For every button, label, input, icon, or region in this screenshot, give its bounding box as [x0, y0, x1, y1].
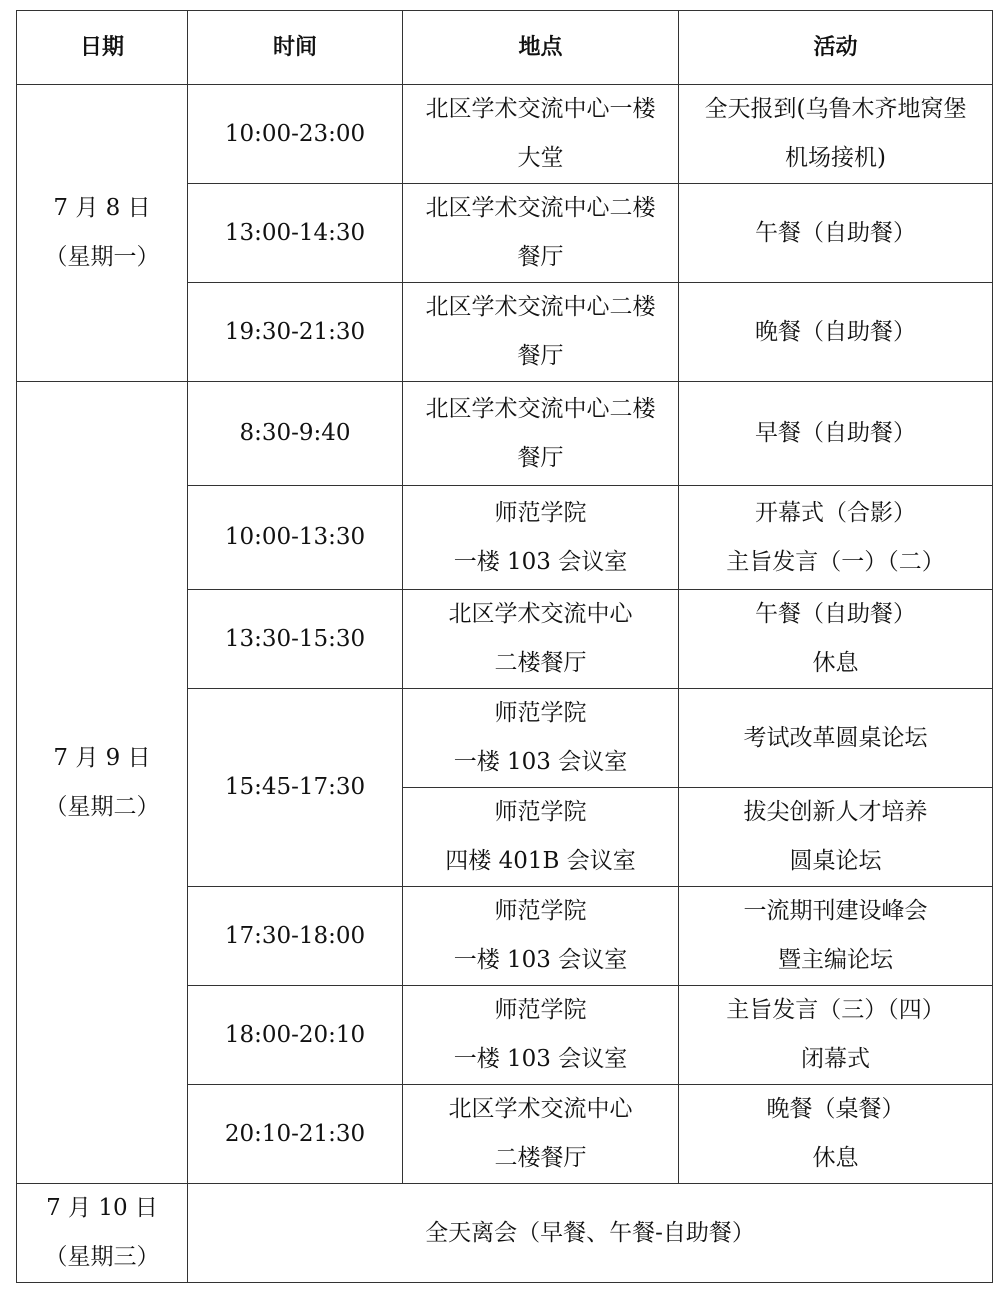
date-text: 7 月 9 日	[53, 744, 151, 771]
place-cell	[403, 486, 679, 590]
place-cell	[403, 1085, 679, 1184]
activity-cell	[679, 382, 993, 486]
place-line: 大堂	[517, 145, 564, 171]
place-line: 北区学术交流中心	[448, 601, 633, 627]
activity-line: 开幕式（合影）	[755, 499, 916, 526]
activity-line: 午餐（自助餐）	[755, 601, 916, 627]
place-cell	[403, 689, 679, 788]
place-line: 师范学院	[494, 499, 587, 526]
place-line: 北区学术交流中心一楼	[425, 96, 656, 122]
time-cell: 8:30-9:40	[188, 382, 403, 486]
activity-cell	[679, 590, 993, 689]
activity-line: 午餐（自助餐）	[755, 219, 916, 246]
place-line: 师范学院	[494, 799, 587, 825]
place-cell	[403, 590, 679, 689]
place-line: 北区学术交流中心二楼	[425, 395, 656, 422]
place-line: 餐厅	[517, 444, 564, 471]
place-line: 一楼 103 会议室	[453, 548, 628, 575]
activity-line: 主旨发言（三）（四）	[726, 997, 945, 1023]
activity-line: 晚餐（桌餐）	[766, 1096, 905, 1122]
activity-cell	[679, 85, 993, 184]
header-activity: 活动	[679, 11, 993, 85]
place-line: 北区学术交流中心二楼	[425, 294, 656, 320]
date-cell	[17, 85, 188, 382]
activity-cell: 全天离会（早餐、午餐-自助餐）	[188, 1184, 993, 1283]
date-text: 7 月 8 日	[53, 195, 151, 221]
place-line: 师范学院	[494, 700, 587, 726]
place-line: 北区学术交流中心二楼	[425, 195, 656, 221]
activity-line: 拔尖创新人才培养	[743, 799, 928, 825]
place-line: 北区学术交流中心	[448, 1096, 633, 1122]
place-cell	[403, 184, 679, 283]
place-cell	[403, 887, 679, 986]
weekday-text: （星期二）	[44, 793, 160, 820]
activity-line: 全天报到(乌鲁木齐地窝堡	[704, 96, 967, 122]
time-cell: 20:10-21:30	[188, 1085, 403, 1184]
activity-line: 休息	[812, 650, 859, 676]
schedule-table	[16, 10, 993, 1283]
activity-line: 闭幕式	[801, 1046, 870, 1072]
activity-cell	[679, 986, 993, 1085]
time-cell: 17:30-18:00	[188, 887, 403, 986]
time-cell: 19:30-21:30	[188, 283, 403, 382]
time-cell: 15:45-17:30	[188, 689, 403, 887]
weekday-text: （星期一）	[44, 244, 160, 270]
date-cell	[17, 382, 188, 1184]
place-line: 四楼 401B 会议室	[445, 848, 636, 874]
header-place: 地点	[403, 11, 679, 85]
time-cell: 10:00-23:00	[188, 85, 403, 184]
place-line: 师范学院	[494, 997, 587, 1023]
activity-line: 早餐（自助餐）	[755, 420, 916, 446]
activity-line: 主旨发言（一）（二）	[726, 548, 945, 575]
activity-line: 休息	[812, 1145, 859, 1171]
table-row	[17, 382, 993, 486]
table-row	[17, 85, 993, 184]
activity-cell	[679, 887, 993, 986]
header-row	[17, 11, 993, 85]
place-line: 二楼餐厅	[494, 1145, 587, 1171]
activity-cell	[679, 283, 993, 382]
activity-cell	[679, 788, 993, 887]
activity-line: 机场接机)	[785, 145, 886, 171]
date-text: 7 月 10 日	[46, 1195, 158, 1221]
activity-line: 晚餐（自助餐）	[755, 318, 916, 345]
place-cell	[403, 85, 679, 184]
place-line: 师范学院	[494, 898, 587, 924]
table-row	[17, 1184, 993, 1283]
place-cell	[403, 986, 679, 1085]
place-line: 一楼 103 会议室	[453, 947, 628, 973]
place-cell	[403, 788, 679, 887]
activity-line: 一流期刊建设峰会	[743, 898, 928, 924]
weekday-text: （星期三）	[44, 1244, 160, 1270]
header-date: 日期	[17, 11, 188, 85]
time-cell: 18:00-20:10	[188, 986, 403, 1085]
place-line: 二楼餐厅	[494, 650, 587, 676]
place-line: 一楼 103 会议室	[453, 749, 628, 775]
place-cell	[403, 382, 679, 486]
activity-line: 考试改革圆桌论坛	[743, 724, 928, 751]
activity-line: 圆桌论坛	[789, 848, 882, 874]
activity-cell	[679, 689, 993, 788]
place-line: 餐厅	[517, 244, 564, 270]
activity-line: 暨主编论坛	[778, 947, 893, 973]
time-cell: 13:00-14:30	[188, 184, 403, 283]
time-cell: 10:00-13:30	[188, 486, 403, 590]
place-line: 一楼 103 会议室	[453, 1046, 628, 1072]
date-cell	[17, 1184, 188, 1283]
place-cell	[403, 283, 679, 382]
header-time: 时间	[188, 11, 403, 85]
activity-cell	[679, 486, 993, 590]
activity-cell	[679, 1085, 993, 1184]
activity-cell	[679, 184, 993, 283]
place-line: 餐厅	[517, 343, 564, 369]
time-cell: 13:30-15:30	[188, 590, 403, 689]
